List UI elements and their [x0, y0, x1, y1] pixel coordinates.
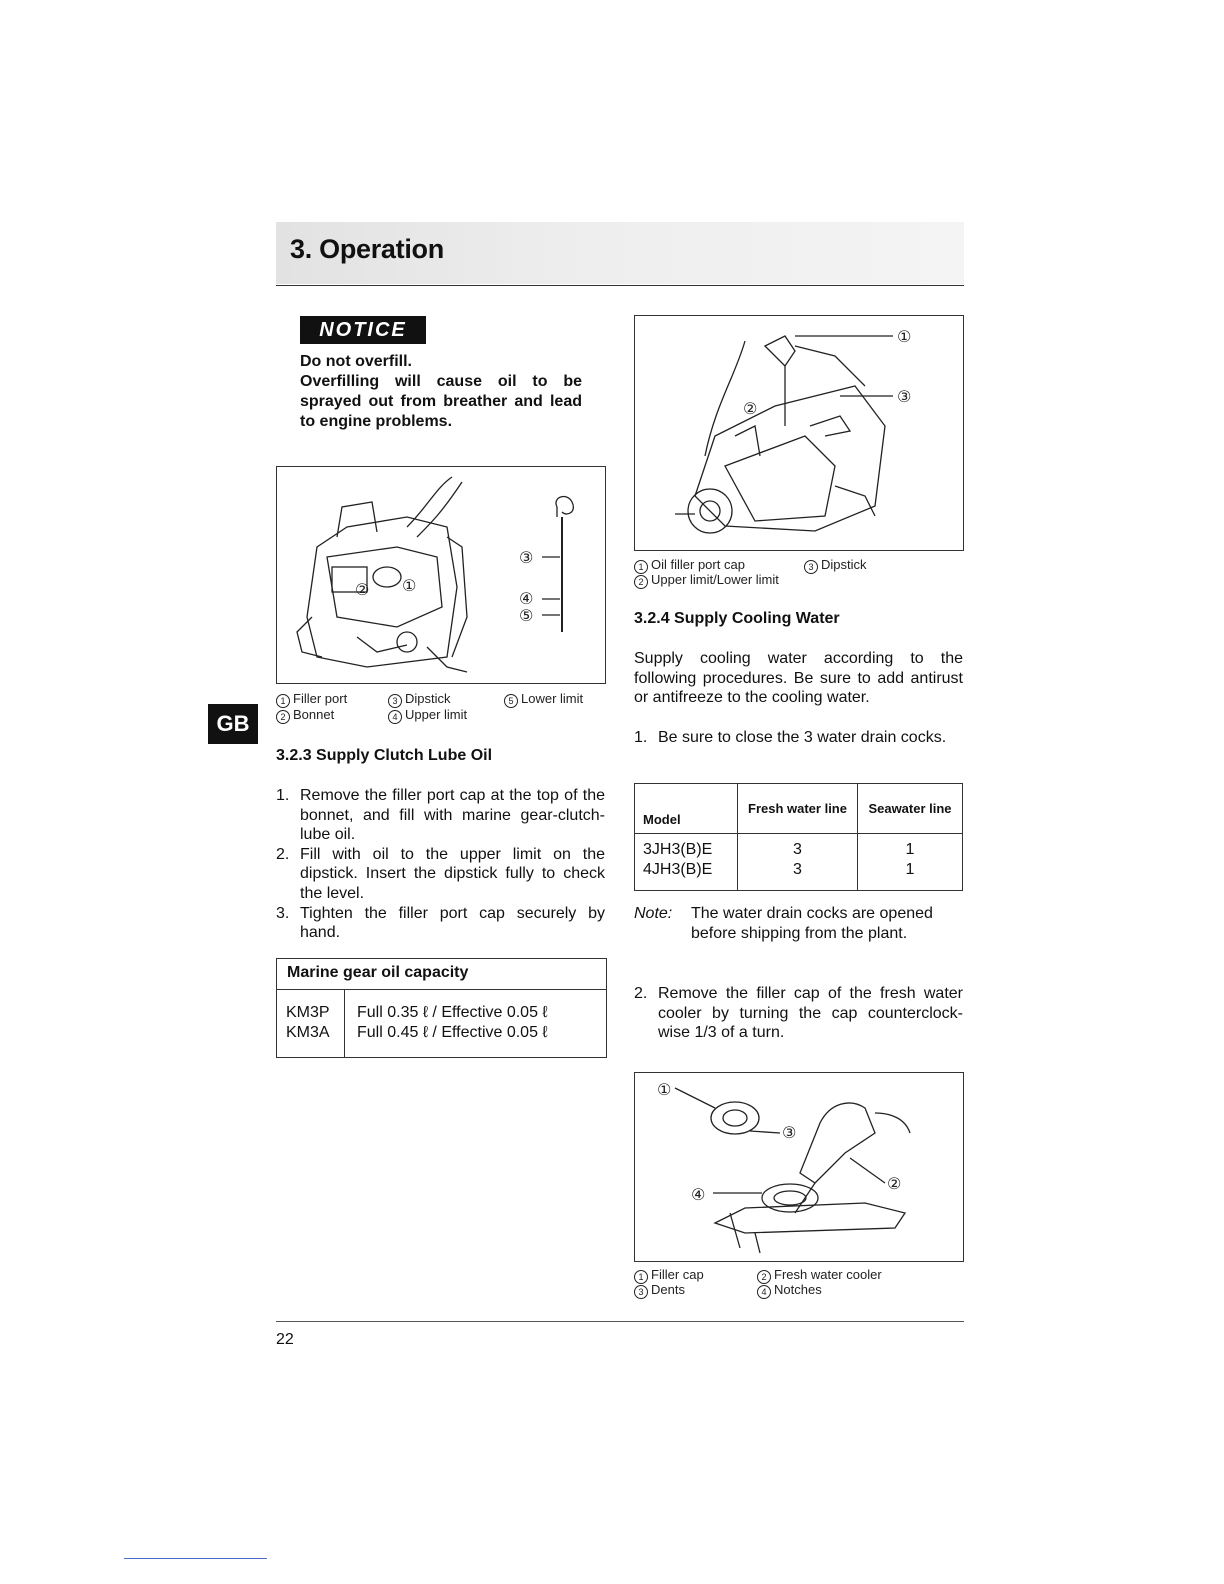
- page-number: 22: [276, 1331, 294, 1348]
- capacity-model: KM3A: [286, 1024, 330, 1041]
- notice-badge: NOTICE: [300, 316, 426, 344]
- marker-3: ③: [782, 1123, 797, 1142]
- capacity-value: Full 0.45 ℓ / Effective 0.05 ℓ: [357, 1024, 548, 1041]
- col-header-sea: Seawater line: [858, 784, 963, 834]
- filler-cap-caption: 1 Filler cap 3 Dents 2 Fresh water cooler 4 Notches: [634, 1267, 964, 1299]
- cooling-intro: Supply cooling water according to the following procedures. Be sure to add antirust or antifreeze to the cooling water.: [634, 650, 963, 707]
- marker-4: ④: [691, 1185, 706, 1204]
- oil-capacity-table: [276, 958, 607, 1058]
- section-title: 3. Operation: [290, 234, 444, 264]
- cooling-step-1: [634, 728, 963, 748]
- header-rule: [276, 285, 964, 286]
- note-label: Note:: [634, 905, 673, 922]
- table-cell-fresh: 3: [793, 861, 802, 878]
- list-item: 2. Fill with oil to the upper limit on the dipstick. Insert the dipstick fully to check the level.: [276, 845, 605, 902]
- table-cell-model: 4JH3(B)E: [643, 861, 713, 878]
- engine-figure-caption: 1 Oil filler port cap 2 Upper limit/Lower limit 3 Dipstick: [634, 557, 964, 589]
- marker-2: ②: [887, 1174, 902, 1193]
- table-cell-sea: 1: [905, 861, 915, 878]
- clutch-oil-steps: [276, 786, 605, 943]
- capacity-value: Full 0.35 ℓ / Effective 0.05 ℓ: [357, 1004, 548, 1021]
- oil-capacity-title: Marine gear oil capacity: [277, 959, 606, 990]
- marker-3: ③: [519, 548, 534, 567]
- engine-dipstick-illustration: [277, 467, 605, 683]
- clutch-figure-caption: 1 Filler port 2 Bonnet 3 Dipstick 4 Upper limit 5 Lower limit: [276, 691, 606, 723]
- engine-figure: [634, 315, 964, 551]
- notice-line-1: Do not overfill.: [300, 353, 412, 370]
- filler-cap-figure: [634, 1072, 964, 1262]
- marker-2: ②: [743, 399, 758, 418]
- table-cell-model: 3JH3(B)E: [643, 841, 713, 858]
- marker-4: ④: [519, 589, 534, 608]
- col-header-model: Model: [635, 784, 738, 834]
- marker-2: ②: [355, 580, 370, 599]
- clutch-figure: [276, 466, 606, 684]
- link-underline: [124, 1558, 267, 1559]
- heading-3-2-3: 3.2.3 Supply Clutch Lube Oil: [276, 747, 493, 764]
- list-item: 1. Remove the filler port cap at the top of the bonnet, and fill with marine gear-clutch- lube oil.: [276, 787, 605, 844]
- marker-1: ①: [897, 327, 912, 346]
- notice-text: [300, 352, 582, 432]
- list-item: 3. Tighten the filler port cap securely by hand.: [276, 904, 605, 942]
- notice-line-2: Overfilling will cause oil to be sprayed out from breather and lead to engine problems.: [300, 373, 582, 430]
- cooling-step-2: [634, 984, 963, 1043]
- marker-3: ③: [897, 387, 912, 406]
- list-item: 2. Remove the filler cap of the fresh water cooler by turning the cap counterclock-wise 1/3 of a turn.: [634, 985, 963, 1042]
- table-cell-fresh: 3: [793, 841, 802, 858]
- drain-cock-table: [634, 783, 963, 891]
- marker-1: ①: [402, 576, 417, 595]
- note-text: The water drain cocks are opened before shipping from the plant.: [691, 905, 933, 942]
- heading-3-2-4: 3.2.4 Supply Cooling Water: [634, 610, 840, 627]
- table-cell-sea: 1: [905, 841, 915, 858]
- gearbox-illustration: [635, 316, 963, 550]
- language-tab[interactable]: GB: [208, 704, 258, 744]
- capacity-model: KM3P: [286, 1004, 330, 1021]
- list-item: 1. Be sure to close the 3 water drain cocks.: [634, 729, 947, 746]
- filler-cap-illustration: [635, 1073, 963, 1261]
- footer-rule: [276, 1321, 964, 1322]
- col-header-fresh: Fresh water line: [738, 784, 858, 834]
- marker-1: ①: [657, 1080, 672, 1099]
- marker-5: ⑤: [519, 606, 534, 625]
